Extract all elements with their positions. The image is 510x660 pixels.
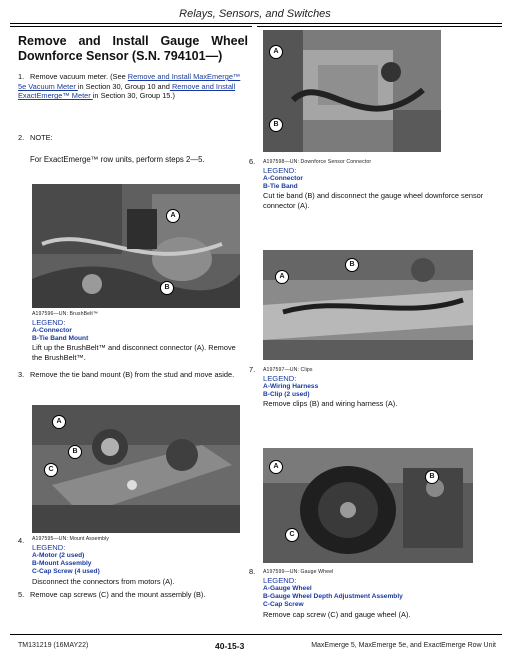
running-header: Relays, Sensors, and Switches xyxy=(179,8,331,20)
step-2: 2. NOTE: xyxy=(18,133,53,142)
photo-gauge-wheel xyxy=(263,448,473,563)
right-column-rule xyxy=(257,26,502,27)
step-6-number: 6. xyxy=(249,157,256,166)
callout-b: B xyxy=(345,258,359,272)
legend-mount-assembly: LEGEND: A-Motor (2 used) B-Mount Assembly C-Cap Screw (4 used) Disconnect the connectors from motors (A). xyxy=(32,543,175,586)
page-number: 40-15-3 xyxy=(215,641,245,651)
figure-caption: A197595—UN: Mount Assembly xyxy=(32,536,109,542)
step-4-number: 4. xyxy=(18,536,25,545)
left-column-rule xyxy=(10,26,252,27)
figure-caption: A197599—UN: Gauge Wheel xyxy=(263,569,334,575)
step-3: 3. Remove the tie band mount (B) from the stud and move aside. xyxy=(18,370,235,379)
step-number: 1. xyxy=(18,72,25,81)
callout-a: A xyxy=(269,45,283,59)
legend-brushbelt: LEGEND: A-Connector B-Tie Band Mount Lift up the BrushBelt™ and disconnect connector (A). Remove the BrushBelt™. xyxy=(32,318,236,362)
callout-a: A xyxy=(52,415,66,429)
document-number: TM131219 (16MAY22) xyxy=(18,642,89,649)
product-name: MaxEmerge 5, MaxEmerge 5e, and ExactEmerge Row Unit xyxy=(311,642,496,649)
step-1: 1. Remove vacuum meter. (See Remove and Install MaxEmerge™ 5e Vacuum Meter in Section 30, Group 10 and Remove and Install ExactEmerge™ Meter in Section 30, Group 15.) xyxy=(18,72,241,101)
photo-brushbelt xyxy=(32,184,240,308)
callout-c: C xyxy=(44,463,58,477)
callout-a: A xyxy=(166,209,180,223)
figure-caption: A197597—UN: Clips xyxy=(263,367,313,373)
link-vacuum-meter[interactable]: Remove and Install MaxEmerge™ 5e Vacuum Meter xyxy=(18,72,241,91)
callout-a: A xyxy=(275,270,289,284)
photo-downforce-sensor-connector xyxy=(263,30,441,152)
step-8-number: 8. xyxy=(249,567,256,576)
step-7-number: 7. xyxy=(249,365,256,374)
callout-b: B xyxy=(425,470,439,484)
step-5: 5. Remove cap screws (C) and the mount assembly (B). xyxy=(18,590,206,599)
photo-mount-assembly xyxy=(32,405,240,533)
photo-clips xyxy=(263,250,473,360)
step-2-note: For ExactEmerge™ row units, perform steps 2—5. xyxy=(30,155,205,164)
link-exactemerge-meter[interactable]: Remove and Install ExactEmerge™ Meter xyxy=(18,81,236,101)
page-title: Remove and Install Gauge Wheel Downforce Sensor (S.N. 794101—) xyxy=(18,34,248,63)
legend-gauge-wheel: LEGEND: A-Gauge Wheel B-Gauge Wheel Depth Adjustment Assembly C-Cap Screw Remove cap screw (C) and gauge wheel (A). xyxy=(263,576,411,619)
footer-rule xyxy=(10,634,502,635)
header-rule xyxy=(10,23,502,24)
figure-caption: A197598—UN: Downforce Sensor Connector xyxy=(263,159,372,165)
callout-b: B xyxy=(68,445,82,459)
callout-b: B xyxy=(269,118,283,132)
figure-caption: A197596—UN: BrushBelt™ xyxy=(32,311,99,317)
legend-clips: LEGEND: A-Wiring Harness B-Clip (2 used) Remove clips (B) and wiring harness (A). xyxy=(263,374,398,409)
callout-b: B xyxy=(160,281,174,295)
callout-a: A xyxy=(269,460,283,474)
legend-downforce-sensor: LEGEND: A-Connector B-Tie Band Cut tie band (B) and disconnect the gauge wheel downforce sensor connector (A). xyxy=(263,166,484,210)
callout-c: C xyxy=(285,528,299,542)
